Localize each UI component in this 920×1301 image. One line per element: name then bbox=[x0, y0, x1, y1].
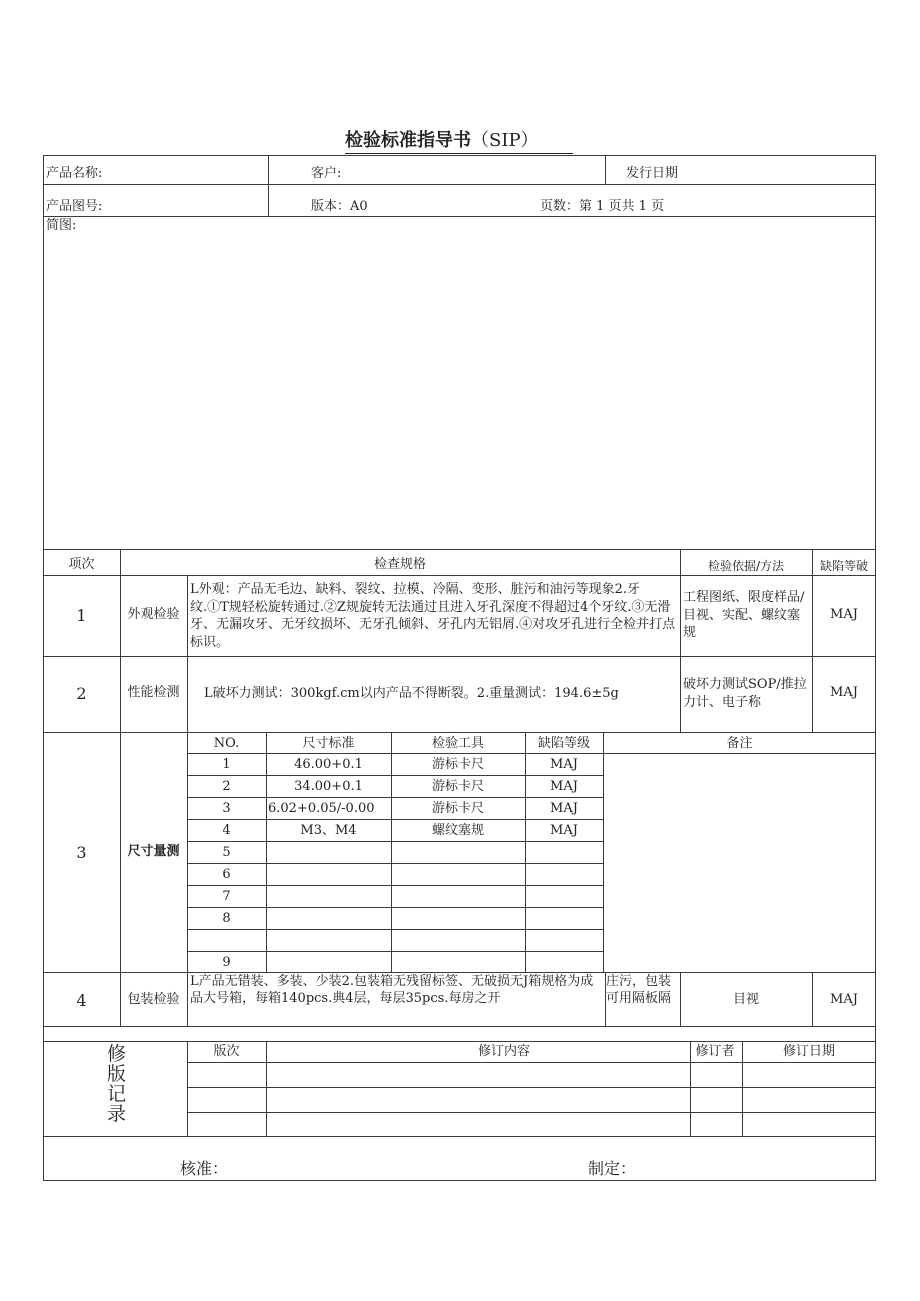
drawing-no-label: 产品图号: bbox=[46, 199, 103, 214]
row-spec: L外观：产品无毛边、缺料、裂纹、拉模、冷隔、变形、脏污和油污等现象2.牙纹.①T规轻松旋转通过.②Z规旋转无法通过且进入牙孔深度不得超过4个牙纹.③无滑牙、无漏攻牙、无牙纹损坏、无牙孔倾斜、牙孔内无铝屑.④对攻牙孔进行全检并打点标识。 bbox=[190, 582, 676, 650]
row-name: 外观检验 bbox=[127, 607, 180, 622]
dim-row-no: 3 bbox=[222, 801, 231, 816]
col-header-item: 项次 bbox=[68, 557, 95, 572]
dim-row-standard: M3、M4 bbox=[300, 823, 357, 838]
product-name-label: 产品名称: bbox=[46, 166, 103, 181]
sketch-label: 简图: bbox=[46, 218, 77, 233]
pages-label: 页数：第 1 页共 1 页 bbox=[540, 199, 665, 214]
dim-row-no: 7 bbox=[222, 889, 231, 904]
page-title: 检验标准指导书（SIP） bbox=[345, 130, 539, 151]
row-spec: L产品无错装、多装、少装2.包装箱无残留标签、无破损无J箱规格为成品大号箱，每箱140pcs.典4层，每层35pcs.每房之开 bbox=[190, 974, 594, 1006]
row-no: 3 bbox=[76, 843, 87, 862]
sub-header-remark: 备注 bbox=[726, 736, 753, 751]
revision-label-char: 版 bbox=[107, 1063, 127, 1085]
row-name: 包装检验 bbox=[127, 992, 180, 1007]
prepare-label: 制定： bbox=[588, 1159, 637, 1178]
sub-header-defect: 缺陷等级 bbox=[537, 736, 590, 751]
row-name: 尺寸量测 bbox=[127, 844, 180, 859]
row-method: 目视 bbox=[732, 992, 759, 1007]
dim-row-tool: 游标卡尺 bbox=[431, 779, 484, 794]
dim-row-standard: 46.00+0.1 bbox=[294, 757, 363, 772]
customer-label: 客户: bbox=[311, 166, 342, 181]
dim-row-no: 2 bbox=[222, 779, 231, 794]
dim-row-defect: MAJ bbox=[550, 801, 578, 816]
dim-row-no: 1 bbox=[222, 757, 231, 772]
dim-row-standard: 34.00+0.1 bbox=[294, 779, 363, 794]
dim-row-tool: 螺纹塞规 bbox=[431, 823, 484, 838]
row-defect: MAJ bbox=[830, 992, 858, 1007]
row-no: 2 bbox=[76, 684, 87, 703]
sub-header-no: NO. bbox=[213, 736, 240, 751]
row-method: 工程图纸、限度样品/目视、实配、螺纹塞规 bbox=[683, 590, 805, 640]
revision-header-content: 修订内容 bbox=[477, 1044, 530, 1059]
col-header-defect: 缺陷等破 bbox=[819, 559, 868, 573]
row-defect: MAJ bbox=[830, 685, 858, 700]
dim-row-no: 8 bbox=[222, 911, 231, 926]
revision-header-version: 版次 bbox=[213, 1044, 240, 1059]
dim-row-defect: MAJ bbox=[550, 779, 578, 794]
version-label: 版本：A0 bbox=[311, 199, 368, 214]
revision-header-date: 修订日期 bbox=[782, 1044, 835, 1059]
revision-label-char: 修 bbox=[107, 1043, 127, 1065]
dim-row-no: 4 bbox=[222, 823, 231, 838]
dim-row-no: 9 bbox=[222, 955, 231, 970]
title-underline bbox=[345, 153, 573, 154]
col-header-method: 检验依据/方法 bbox=[707, 559, 785, 573]
issue-date-label: 发行日期 bbox=[626, 166, 679, 181]
sub-header-tool: 检验工具 bbox=[431, 736, 484, 751]
dim-row-standard: 6.02+0.05/-0.00 bbox=[268, 801, 375, 816]
row-spec-extra: 庄污，包装可用隔板隔 bbox=[606, 974, 672, 1006]
row-spec: L破坏力测试：300kgf.cm以内产品不得断裂。2.重量测试：194.6±5g bbox=[204, 686, 619, 701]
revision-label-char: 记 bbox=[107, 1083, 127, 1105]
row-method: 破坏力测试SOP/推拉力计、电子称 bbox=[683, 677, 807, 710]
dim-row-no: 5 bbox=[222, 845, 231, 860]
dim-row-tool: 游标卡尺 bbox=[431, 757, 484, 772]
revision-header-reviser: 修订者 bbox=[695, 1044, 735, 1059]
dim-row-defect: MAJ bbox=[550, 823, 578, 838]
row-defect: MAJ bbox=[830, 607, 858, 622]
col-header-spec: 检查规格 bbox=[373, 557, 426, 572]
revision-label-char: 录 bbox=[107, 1103, 127, 1125]
approve-label: 核准： bbox=[180, 1159, 229, 1178]
row-no: 1 bbox=[76, 606, 87, 625]
dim-row-defect: MAJ bbox=[550, 757, 578, 772]
sub-header-dimension: 尺寸标准 bbox=[302, 736, 355, 751]
row-no: 4 bbox=[76, 991, 87, 1010]
dim-row-no: 6 bbox=[222, 867, 231, 882]
dim-row-tool: 游标卡尺 bbox=[431, 801, 484, 816]
row-name: 性能检测 bbox=[127, 685, 180, 700]
